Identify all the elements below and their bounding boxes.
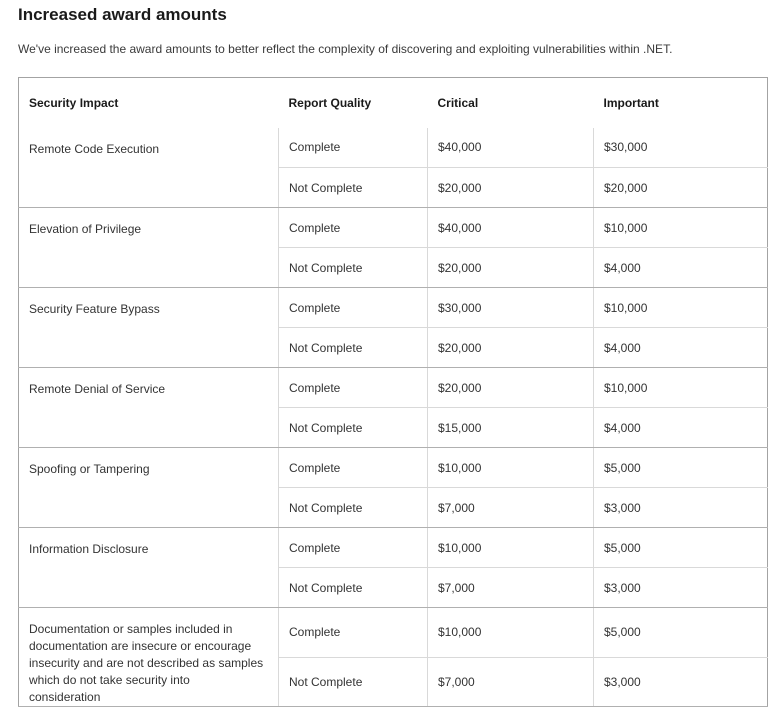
- page-title: Increased award amounts: [18, 5, 227, 24]
- table-row: [19, 128, 768, 168]
- critical-cell: $7,000: [428, 657, 594, 707]
- table-header-row: [19, 78, 768, 128]
- security-impact-cell: Spoofing or Tampering: [19, 448, 279, 528]
- quality-cell: Not Complete: [279, 408, 428, 448]
- critical-cell: $7,000: [428, 568, 594, 608]
- quality-cell: Not Complete: [279, 328, 428, 368]
- important-cell: $4,000: [594, 408, 768, 448]
- quality-cell: Complete: [279, 128, 428, 168]
- important-cell: $10,000: [594, 208, 768, 248]
- important-cell: $3,000: [594, 657, 768, 707]
- critical-cell: $10,000: [428, 528, 594, 568]
- table-row: [19, 368, 768, 408]
- table-row: [19, 528, 768, 568]
- award-amounts-table: [18, 77, 768, 707]
- critical-cell: $40,000: [428, 128, 594, 168]
- table-row: [19, 608, 768, 658]
- table-row: [19, 288, 768, 328]
- column-header-security-impact: Security Impact: [29, 95, 119, 110]
- security-impact-cell: Security Feature Bypass: [19, 288, 279, 368]
- important-cell: $10,000: [594, 288, 768, 328]
- critical-cell: $20,000: [428, 168, 594, 208]
- critical-cell: $20,000: [428, 328, 594, 368]
- quality-cell: Complete: [279, 368, 428, 408]
- column-header-report-quality: Report Quality: [288, 95, 372, 110]
- quality-cell: Complete: [279, 448, 428, 488]
- critical-cell: $20,000: [428, 248, 594, 288]
- important-cell: $5,000: [594, 608, 768, 658]
- important-cell: $30,000: [594, 128, 768, 168]
- critical-cell: $20,000: [428, 368, 594, 408]
- security-impact-cell: Information Disclosure: [19, 528, 279, 608]
- critical-cell: $10,000: [428, 448, 594, 488]
- important-cell: $5,000: [594, 528, 768, 568]
- column-header-critical: Critical: [437, 95, 479, 110]
- critical-cell: $40,000: [428, 208, 594, 248]
- important-cell: $4,000: [594, 328, 768, 368]
- security-impact-cell: Elevation of Privilege: [19, 208, 279, 288]
- table-row: [19, 448, 768, 488]
- page-description: We've increased the award amounts to better reflect the complexity of discovering and exploiting vulnerabilities within .NET.: [18, 42, 673, 56]
- quality-cell: Not Complete: [279, 168, 428, 208]
- quality-cell: Complete: [279, 528, 428, 568]
- column-header-important: Important: [603, 95, 659, 110]
- critical-cell: $10,000: [428, 608, 594, 658]
- important-cell: $5,000: [594, 448, 768, 488]
- quality-cell: Not Complete: [279, 657, 428, 707]
- important-cell: $3,000: [594, 488, 768, 528]
- security-impact-cell: Remote Denial of Service: [19, 368, 279, 448]
- important-cell: $4,000: [594, 248, 768, 288]
- important-cell: $10,000: [594, 368, 768, 408]
- security-impact-cell: Remote Code Execution: [19, 128, 279, 208]
- quality-cell: Complete: [279, 208, 428, 248]
- important-cell: $20,000: [594, 168, 768, 208]
- important-cell: $3,000: [594, 568, 768, 608]
- table-row: [19, 208, 768, 248]
- critical-cell: $30,000: [428, 288, 594, 328]
- quality-cell: Complete: [279, 608, 428, 658]
- quality-cell: Not Complete: [279, 488, 428, 528]
- quality-cell: Complete: [279, 288, 428, 328]
- security-impact-cell: Documentation or samples included in documentation are insecure or encourage insecurity and are not described as samples which do not take security into consideration: [19, 608, 279, 707]
- quality-cell: Not Complete: [279, 568, 428, 608]
- critical-cell: $7,000: [428, 488, 594, 528]
- critical-cell: $15,000: [428, 408, 594, 448]
- quality-cell: Not Complete: [279, 248, 428, 288]
